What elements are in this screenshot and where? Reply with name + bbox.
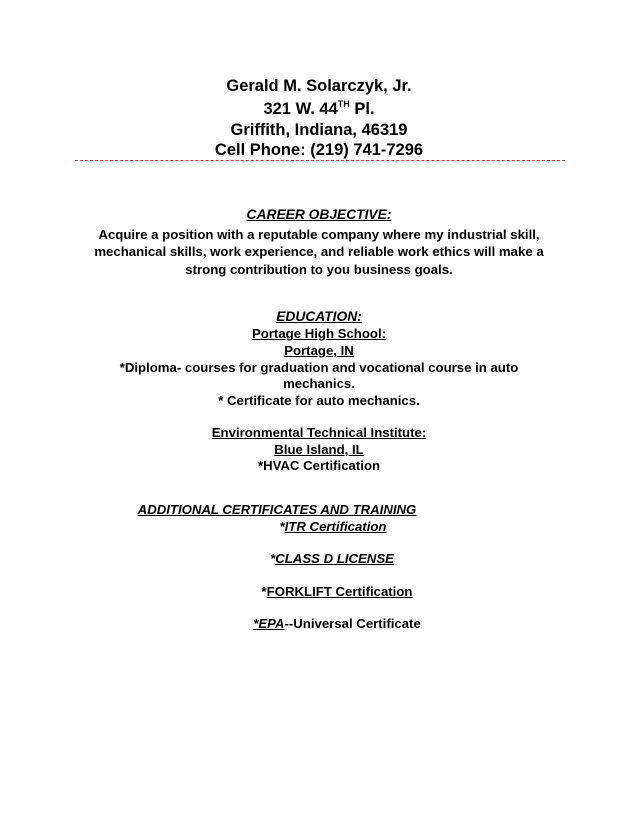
address-number: 321 W. 44 — [263, 100, 338, 118]
school-2-name: Environmental Technical Institute: — [211, 425, 427, 440]
address-line — [0, 100, 638, 119]
education-heading: EDUCATION: — [276, 309, 362, 324]
school-1-detail-3: * Certificate for auto mechanics. — [218, 393, 420, 408]
career-objective-heading: CAREER OBJECTIVE: — [246, 207, 392, 222]
school-2-location: Blue Island, IL — [274, 442, 364, 457]
school-1-location: Portage, IN — [284, 343, 354, 358]
school-1-name: Portage High School: — [251, 326, 387, 341]
additional-heading: ADDITIONAL CERTIFICATES AND TRAINING — [137, 502, 417, 517]
class-d-license: *CLASS D LICENSE — [270, 551, 394, 566]
phone-line: Cell Phone: (219) 741-7296 — [214, 141, 424, 159]
objective-line-1: Acquire a position with a reputable company where my industrial skill, — [98, 227, 540, 242]
epa-certificate: *EPA--Universal Certificate — [253, 616, 421, 631]
school-1-detail-1: *Diploma- courses for graduation and vocational course in auto — [119, 360, 519, 375]
applicant-name: Gerald M. Solarczyk, Jr. — [226, 77, 412, 95]
forklift-certification: *FORKLIFT Certification — [261, 584, 413, 599]
school-2-detail: *HVAC Certification — [257, 458, 381, 473]
city-line: Griffith, Indiana, 46319 — [230, 121, 408, 139]
school-1-detail-2: mechanics. — [283, 376, 355, 391]
address-street: Pl. — [349, 100, 375, 118]
address-superscript: TH — [337, 99, 350, 109]
objective-line-2: mechanical skills, work experience, and reliable work ethics will make a — [94, 244, 544, 259]
objective-line-3: strong contribution to you business goals. — [185, 262, 453, 277]
itr-certification: *ITR Certification — [279, 519, 387, 534]
header-divider — [75, 160, 565, 161]
